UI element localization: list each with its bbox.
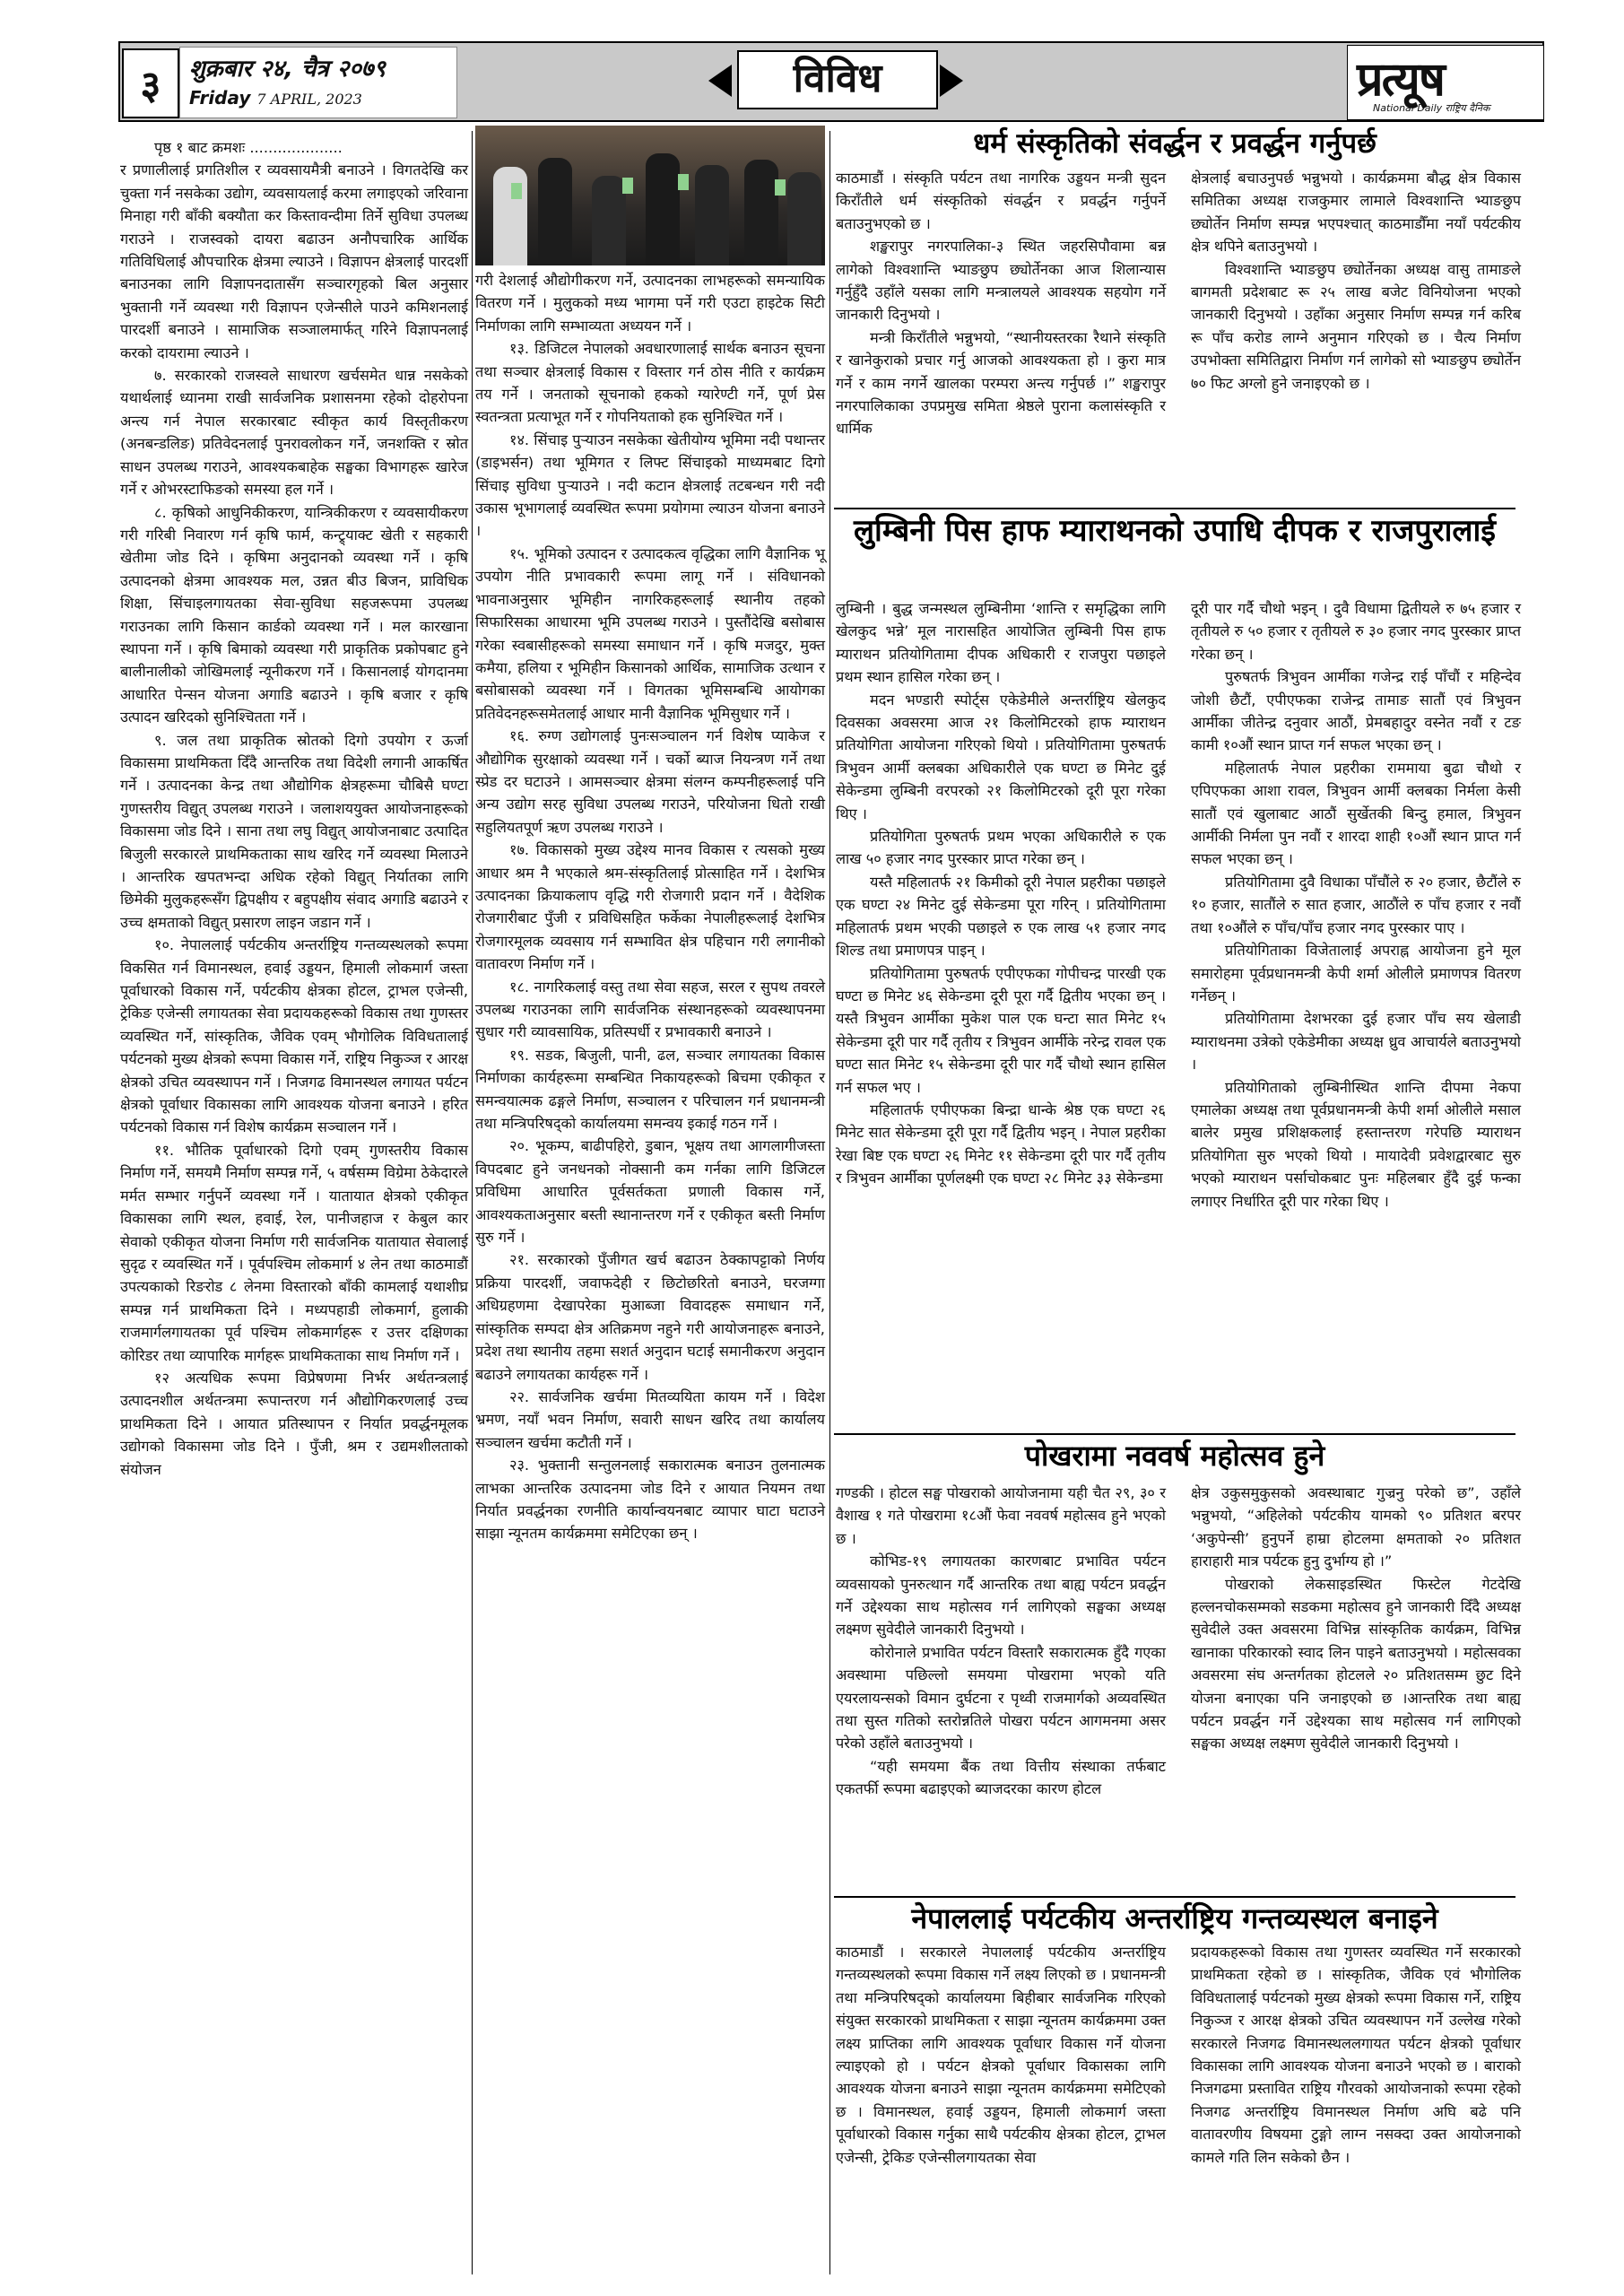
headline-lumbini: लुम्बिनी पिस हाफ म्याराथनको उपाधि दीपक र राजपुरालाई [853,513,1496,549]
article-paragraph: प्रतियोगितामा पुरुषतर्फ एपीएफका गोपीचन्द्र पारखी एक घण्टा छ मिनेट ४६ सेकेन्डमा दूरी पूरा गर्दै द्वितीय भएका छन् । यस्तै त्रिभुवन आर्मीका मुकेश पाल एक घन्टा सात मिनेट १५ सेकेन्डमा दूरी पार गर्दै तृतीय र त्रिभुवन आर्मीके नरेन्द्र रावल एक घण्टा सात मिनेट १५ सेकेन्डमा दूरी पार गर्दै चौथो स्थान हासिल गर्न सफल भए । [836,964,1166,1096]
article-paragraph: महिलातर्फ एपीएफका बिन्द्रा धान्के श्रेष्ठ एक घण्टा २६ मिनेट सात सेकेन्डमा दूरी पूरा गर्दै द्वितीय भइन् । नेपाल प्रहरीका रेखा बिष्ट एक घण्टा २६ मिनेट ११ सेकेन्डमा दूरी पार गर्दै तृतीय र त्रिभुवन आर्मीका पूर्णलक्ष्मी एक घण्टा २८ मिनेट ३३ सेकेन्डमा [836,1100,1166,1187]
photo-figure [695,165,729,265]
article-paragraph: क्षेत्र उकुसमुकुसको अवस्थाबाट गुज्रनु परेको छ”, उहाँले भन्नुभयो, “अहिलेको पर्यटकीय यामको ९० प्रतिशत बरपर ‘अकुपेन्सी’ हुनुपर्ने हाम्रा होटलमा क्षमताको २० प्रतिशत हाराहारी मात्र पर्यटक हुनु दुर्भाग्य हो ।” [1191,1484,1521,1570]
arrow-right-icon [940,65,963,97]
photo-figure [493,167,527,265]
article-paragraph: प्रतियोगितामा देशभरका दुई हजार पाँच सय खेलाडी म्याराथनमा उत्रेको एकेडेमीका अध्यक्ष ध्रुव आचार्यले बताउनुभयो । [1191,1010,1521,1074]
article-paragraph: काठमाडौं । संस्कृति पर्यटन तथा नागरिक उड्डयन मन्त्री सुदन किराँतीले धर्म संस्कृतिको संवर्द्धन र प्रवर्द्धन गर्नुपर्ने बताउनुभएको छ । [836,170,1166,232]
article-divider [834,508,1515,509]
lumbini-column-1 [836,597,1166,1190]
news-photo [475,126,825,265]
article-paragraph: १२ अत्यधिक रूपमा विप्रेषणमा निर्भर अर्थतन्त्रलाई उत्पादनशील अर्थतन्त्रमा रूपान्तरण गर्न औद्योगिकरणलाई उच्च प्राथमिकता दिने । आयात प्रतिस्थापन र निर्यात प्रवर्द्धनमूलक उद्योगको विकासमा जोड दिने । पुँजी, श्रम र उद्यमशीलताको संयोजन [120,1369,468,1478]
article-paragraph: र प्रणालीलाई प्रगतिशील र व्यवसायमैत्री बनाउने । विगतदेखि कर चुक्ता गर्न नसकेका उद्योग, व्यवसायलाई करमा लगाइएको जरिवाना मिनाहा गरी बाँकी बक्यौता कर किस्तावन्दीमा तिर्ने सुविधा उपलब्ध गराउने । राजस्वको दायरा बढाउन अनौपचारिक आर्थिक गतिविधिलाई औपचारिक क्षेत्रमा ल्याउने । विज्ञापन क्षेत्रलाई पारदर्शी बनाउनका लागि विज्ञापनदातासँग सञ्चारगृहको बिल अनुसार भुक्तानी गर्ने व्यवस्था गरी विज्ञापन एजेन्सीले पाउने कमिशनलाई पारदर्शी बनाउने । सामाजिक सञ्जालमार्फत् गरिने विज्ञापनलाई करको दायरामा ल्याउने । [120,161,468,361]
article-paragraph: दूरी पार गर्दै चौथो भइन् । दुवै विधामा द्वितीयले रु ७५ हजार र तृतीयले रु ५० हजार र तृतीयले रु ३० हजार नगद पुरस्कार प्राप्त गरेका छन् । [1191,600,1521,663]
article-paragraph: २१. सरकारको पुँजीगत खर्च बढाउन ठेक्कापट्टाको निर्णय प्रक्रिया पारदर्शी, जवाफदेही र छिटोछरितो बनाउने, घरजग्गा अधिग्रहणमा देखापरेका मुआब्जा विवादहरू समाधान गर्ने, सांस्कृतिक सम्पदा क्षेत्र अतिक्रमण नहुने गरी आयोजनाहरू बनाउने, प्रदेश तथा स्थानीय तहमा सशर्त अनुदान घटाई समानीकरण अनुदान बढाउने लगायतका कार्यहरू गर्ने । [475,1251,825,1383]
article-divider [834,1896,1515,1898]
date-value: 7 APRIL, 2023 [256,91,362,108]
article-paragraph: यस्तै महिलातर्फ २१ किमीको दूरी नेपाल प्रहरीका पछाइले एक घण्टा २४ मिनेट दुई सेकेन्डमा पूरा गरिन् । प्रतियोगितामा महिलातर्फ प्रथम भएकी पछाइले रु एक लाख ५१ हजार नगद शिल्ड तथा प्रमाणपत्र पाइन् । [836,873,1166,960]
pokhara-column-2 [1191,1482,1521,1755]
article-paragraph: मन्त्री किराँतीले भन्नुभयो, “स्थानीयस्तरका रैथाने संस्कृति र खानेकुराको प्रचार गर्नु आजको आवश्यकता हो । कुरा मात्र गर्ने र काम नगर्ने खालका परम्परा अन्त्य गर्नुपर्छ ।” शङ्खरापुर नगरपालिकाका उपप्रमुख समिता श्रेष्ठले पुराना कलासंस्कृति र धार्मिक [836,328,1166,438]
photo-figure [744,160,778,265]
article-paragraph: शङ्खरापुर नगरपालिका-३ स्थित जहरसिपौवामा बन्न लागेको विश्वशान्ति भ्याङछुप छ्योर्तेनका आज शिलान्यास गर्नुहुँदै उहाँले यसका लागि मन्त्रालयले आवश्यक सहयोग गर्ने जानकारी दिनुभयो । [836,238,1166,324]
article-paragraph: महिलातर्फ नेपाल प्रहरीका राममाया बुढा चौथो र एपिएफका आशा रावल, त्रिभुवन आर्मी क्लबका निर्मला केसी सातौं एवं खुलाबाट आठौं सुर्खेतकी बिन्दु हमाल, त्रिभुवन आर्मीकी निर्मला पुन नवौं र शारदा शाही १०औं स्थान प्राप्त गर्न सफल भएका छन् । [1191,759,1521,868]
dharma-column-1 [836,167,1166,440]
article-paragraph: १५. भूमिको उत्पादन र उत्पादकत्व वृद्धिका लागि वैज्ञानिक भू उपयोग नीति प्रभावकारी रूपमा लागू गर्ने । संविधानको भावनाअनुसार भूमिहीन नागरिकहरूलाई स्थानीय तहको सिफारिसका आधारमा भूमि उपलब्ध गराउने । पुस्तौंदेखि बसोबास गरेका स्वबासीहरूको समस्या समाधान गर्ने । कृषि मजदुर, मुक्त कमैया, हलिया र भूमिहीन किसानको आर्थिक, सामाजिक उत्थान र बसोबासको व्यवस्था गर्ने । विगतका भूमिसम्बन्धि आयोगका प्रतिवेदनहरूसमेतलाई आधार मानी वैज्ञानिक भूमिसुधार गर्ने । [475,544,825,722]
dharma-column-2 [1191,167,1521,395]
date-day: Friday [189,87,251,109]
logo-subtitle: National Daily राष्ट्रिय दैनिक [1373,102,1490,114]
photo-figure [592,176,626,265]
nepal-column-2 [1191,1941,1521,2169]
article-paragraph: ११. भौतिक पूर्वाधारको दिगो एवम् गुणस्तरीय विकास निर्माण गर्ने, समयमै निर्माण सम्पन्न गर्ने, ५ वर्षसम्म विग्रेमा ठेकेदारले मर्मत सम्भार गर्नुपर्ने व्यवस्था गर्ने । यातायात क्षेत्रको एकीकृत विकासका लागि स्थल, हवाई, रेल, पानीजहाज र केबुल कार सेवाको एकीकृत योजना निर्माण गरी सार्वजनिक यातायात सेवालाई सुदृढ र व्यवस्थित गर्ने । पूर्वपश्चिम लोकमार्ग ४ लेन तथा काठमाडौं उपत्यकाको रिङरोड ८ लेनमा विस्तारको बाँकी कामलाई यथाशीघ्र सम्पन्न गर्न प्राथमिकता दिने । मध्यपहाडी लोकमार्ग, हुलाकी राजमार्गलगायतका पूर्व पश्चिम लोकमार्गहरू र उत्तर दक्षिणका कोरिडर तथा व्यापारिक मार्गहरू प्राथमिकताका साथ निर्माण गर्ने । [120,1141,468,1364]
photo-paper [678,174,689,190]
article-paragraph: गण्डकी । होटल सङ्घ पोखराको आयोजनामा यही चैत २९, ३० र वैशाख १ गते पोखरामा १८औं फेवा नववर्ष महोत्सव हुने भएको छ । [836,1484,1166,1547]
article-paragraph: पुरुषतर्फ त्रिभुवन आर्मीका गजेन्द्र राई पाँचौं र महिन्देव जोशी छैटौं, एपीएफका राजेन्द्र तामाङ सातौं एवं त्रिभुवन आर्मीका जीतेन्द्र दनुवार आठौं, प्रेमबहादुर वस्नेत नवौं र टङ कामी १०औं स्थान प्राप्त गर्न सफल भएका छन् । [1191,668,1521,754]
article-paragraph: प्रतियोगिता पुरुषतर्फ प्रथम भएका अधिकारीले रु एक लाख ५० हजार नगद पुरस्कार प्राप्त गरेका छन् । [836,828,1166,868]
article-paragraph: प्रतियोगिताको लुम्बिनीस्थित शान्ति दीपमा नेकपा एमालेका अध्यक्ष तथा पूर्वप्रधानमन्त्री केपी शर्मा ओलीले मसाल बालेर प्रमुख प्रशिक्षकलाई हस्तान्तरण गरेपछि म्याराथन प्रतियोगिता सुरु भएको थियो । मायादेवी प्रवेशद्वारबाट सुरु भएको म्याराथन पर्साचोकबाट पुनः महिलबार हुँदै दुई फन्का लगाएर निर्धारित दूरी पार गरेका थिए । [1191,1078,1521,1210]
article-paragraph: २२. सार्वजनिक खर्चमा मितव्ययिता कायम गर्ने । विदेश भ्रमण, नयाँ भवन निर्माण, सवारी साधन खरिद तथा कार्यालय सञ्चालन खर्चमा कटौती गर्ने । [475,1387,825,1451]
article-paragraph: प्रतियोगिताका विजेतालाई अपराह्न आयोजना हुने मूल समारोहमा पूर्वप्रधानमन्त्री केपी शर्मा ओलीले प्रमाणपत्र वितरण गर्नेछन् । [1191,942,1521,1004]
section-title: विविध [737,50,938,109]
article-paragraph: २०. भूकम्प, बाढीपहिरो, डुबान, भूक्षय तथा आगलागीजस्ता विपदबाट हुने जनधनको नोक्सानी कम गर्नका लागि डिजिटल प्रविधिमा आधारित पूर्वसर्तकता प्रणाली विकास गर्ने, आवश्यकताअनुसार बस्ती स्थानान्तरण गर्ने र एकीकृत बस्ती निर्माण सुरु गर्ने । [475,1137,825,1247]
page-number: ३ [122,48,179,118]
date-english [189,87,362,109]
photo-figure [787,172,821,265]
article-paragraph: गरी देशलाई औद्योगीकरण गर्ने, उत्पादनका लाभहरूको समन्यायिक वितरण गर्ने । मुलुकको मध्य भागमा पर्ने गरी एउटा हाइटेक सिटी निर्माणका लागि सम्भाव्यता अध्ययन गर्ने । [475,272,825,335]
article-paragraph: १८. नागरिकलाई वस्तु तथा सेवा सहज, सरल र सुपथ तवरले उपलब्ध गराउनका लागि सार्वजनिक संस्थानहरूको व्यवस्थापनमा सुधार गरी व्यावसायिक, प्रतिस्पर्धी र प्रभावकारी बनाउने । [475,978,825,1041]
headline-nepal-tourism: नेपाललाई पर्यटकीय अन्तर्राष्ट्रिय गन्तव्यस्थल बनाइने [911,1901,1438,1935]
article-paragraph: ९. जल तथा प्राकृतिक स्रोतको दिगो उपयोग र ऊर्जा विकासमा प्राथमिकता दिँदै आन्तरिक तथा विदेशी लगानी आकर्षित गर्ने । उत्पादनका केन्द्र तथा औद्योगिक क्षेत्रहरूमा चौबिसै घण्टा गुणस्तरीय विद्युत् उपलब्ध गराउने । जलाशययुक्त आयोजनाहरूको विकासमा जोड दिने । साना तथा लघु विद्युत् आयोजनाबाट उत्पादित बिजुली सरकारले प्राथमिकताका साथ खरिद गर्ने व्यवस्था मिलाउने । आन्तरिक खपतभन्दा अधिक रहेको विद्युत् निर्यातका लागि छिमेकी मुलुकहरूसँग द्विपक्षीय र बहुपक्षीय संवाद अगाडि बढाउने र उच्च क्षमताको विद्युत् प्रसारण लाइन जडान गर्ने । [120,731,468,931]
article-paragraph: पृष्ठ १ बाट क्रमशः .................... [154,139,343,156]
article-paragraph: १३. डिजिटल नेपालको अवधारणालाई सार्थक बनाउन सूचना तथा सञ्चार क्षेत्रलाई विकास र विस्तार गर्न ठोस नीति र कार्यक्रम तय गर्ने । जनताको सूचनाको हकको ग्यारेण्टी गर्ने, पूर्ण प्रेस स्वतन्त्रता प्रत्याभूत गर्ने र गोपनियताको हक सुनिश्चित गर्ने । [475,340,825,426]
article-paragraph: प्रदायकहरूको विकास तथा गुणस्तर व्यवस्थित गर्ने सरकारको प्राथमिकता रहेको छ । सांस्कृतिक, जैविक एवं भौगोलिक विविधतालाई पर्यटनको मुख्य क्षेत्रको रूपमा विकास गर्ने, राष्ट्रिय निकुञ्ज र आरक्ष क्षेत्रको उचित व्यवस्थापन गर्ने उल्लेख गरेको सरकारले निजगढ विमानस्थललगायत पर्यटन क्षेत्रको पूर्वाधार विकासका लागि आवश्यक योजना बनाउने भएको छ । बाराको निजगढमा प्रस्तावित राष्ट्रिय गौरवको आयोजनाको रूपमा रहेको निजगढ अन्तर्राष्ट्रिय विमानस्थल निर्माण अघि बढे पनि वातावरणीय विषयमा टुङ्गो लाग्न नसक्दा उक्त आयोजनाको कामले गति लिन सकेको छैन । [1191,1944,1521,2166]
headline-pokhara: पोखरामा नववर्ष महोत्सव हुने [1024,1439,1325,1473]
section-label [701,45,970,117]
masthead [118,41,1544,122]
article-paragraph: पोखराको लेकसाइडस्थित फिस्टेल गेटदेखि हल्लनचोकसम्मको सडकमा महोत्सव हुने जानकारी दिँदै अध्यक्ष सुवेदीले उक्त अवसरमा विभिन्न सांस्कृतिक कार्यक्रम, विभिन्न खानाका परिकारको स्वाद लिन पाइने बताउनुभयो । महोत्सवका अवसरमा संघ अन्तर्गतका होटलले २० प्रतिशतसम्म छुट दिने योजना बनाएका पनि जनाइएको छ ।आन्तरिक तथा बाह्य पर्यटन प्रवर्द्धन गर्ने उद्देश्यका साथ महोत्सव गर्न लागिएको सङ्घका अध्यक्ष लक्ष्मण सुवेदीले जानकारी दिनुभयो । [1191,1575,1521,1752]
article-column-2 [475,269,825,1545]
newspaper-logo [1347,45,1544,120]
article-paragraph: “यही समयमा बैंक तथा वित्तीय संस्थाका तर्फबाट एकतर्फी रूपमा बढाइएको ब्याजदरका कारण होटल [836,1757,1166,1798]
article-paragraph: १०. नेपाललाई पर्यटकीय अन्तर्राष्ट्रिय गन्तव्यस्थलको रूपमा विकसित गर्न विमानस्थल, हवाई उड्डयन, हिमाली लोकमार्ग जस्ता पूर्वाधारको विकास गर्ने, पर्यटकीय क्षेत्रका होटल, ट्राभल एजेन्सी, ट्रेकिङ एजेन्सी लगायतका सेवा प्रदायकहरूको विकास तथा गुणस्तर व्यवस्थित गर्ने, सांस्कृतिक, जैविक एवम् भौगोलिक विविधतालाई पर्यटनको मुख्य क्षेत्रको रूपमा विकास गर्ने, राष्ट्रिय निकुञ्ज र आरक्ष क्षेत्रको उचित व्यवस्थापन गर्ने । निजगढ विमानस्थल लगायत पर्यटन क्षेत्रको पूर्वाधार विकासका लागि आवश्यक योजना बनाउने । हरित पर्यटनको विकास गर्न विशेष कार्यक्रम सञ्चालन गर्ने । [120,936,468,1136]
headline-dharma: धर्म संस्कृतिको संवर्द्धन र प्रवर्द्धन गर्नुपर्छ [973,127,1376,160]
article-paragraph: विश्वशान्ति भ्याङछुप छ्योर्तेनका अध्यक्ष वासु तामाङले बागमती प्रदेशबाट रू २५ लाख बजेट विनियोजना भएको जानकारी दिनुभयो । उहाँका अनुसार निर्माण सम्पन्न गर्न करिब रू पाँच करोड लाग्ने अनुमान गरिएको छ । चैत्य निर्माण उपभोक्ता समितिद्वारा निर्माण गर्न लागेको सो भ्याङछुप छ्योर्तेन ७० फिट अग्लो हुने जनाइएको छ । [1191,260,1521,392]
article-paragraph: प्रतियोगितामा दुवै विधाका पाँचौंले रु २० हजार, छैटौंले रु १० हजार, सातौंले रु सात हजार, आठौंले रु पाँच हजार र नवौं तथा १०औंले रु पाँच/पाँच हजार नगद पुरस्कार पाए । [1191,873,1521,936]
article-divider [834,1433,1515,1435]
article-paragraph: १४. सिंचाइ पुऱ्याउन नसकेका खेतीयोग्य भूमिमा नदी पथान्तर (डाइभर्सन) तथा भूमिगत र लिफ्ट सिंचाइको माध्यमबाट दिगो सिंचाइ सुविधा पुऱ्याउने । नदी कटान क्षेत्रलाई तटबन्धन गरी नदी उकास भूभागलाई व्यवस्थित रूपमा प्रयोगमा ल्याउन योजना बनाउने । [475,430,825,540]
pokhara-column-1 [836,1482,1166,1801]
article-column-1 [120,136,468,1481]
date-nepali: शुक्रबार २४, चैत्र २०७९ [189,56,386,83]
article-paragraph: क्षेत्रलाई बचाउनुपर्छ भन्नुभयो । कार्यक्रममा बौद्ध क्षेत्र विकास समितिका अध्यक्ष राजकुमार लामाले विश्वशान्ति भ्याङछुप छ्योर्तेन निर्माण सम्पन्न भएपश्चात् काठमाडौँमा नयाँ पर्यटकीय क्षेत्र थपिने बताउनुभयो । [1191,170,1521,256]
article-paragraph: ८. कृषिको आधुनिकीकरण, यान्त्रिकीकरण र व्यवसायीकरण गरी गरिबी निवारण गर्न कृषि फार्म, कन्ट्र्याक्ट खेती र सहकारी खेतीमा जोड दिने । कृषिमा अनुदानको व्यवस्था गर्ने । कृषि उत्पादनको क्षेत्रमा आवश्यक मल, उन्नत बीउ बिजन, प्राविधिक शिक्षा, सिंचाइलगायतका सेवा-सुविधा सहजरूपमा उपलब्ध गराउनका लागि किसान कार्डको व्यवस्था गर्ने । मल कारखाना स्थापना गर्ने । कृषि बिमाको व्यवस्था गरी प्राकृतिक प्रकोपबाट हुने बालीनालीको जोखिमलाई न्यूनीकरण गर्ने । किसानलाई योगदानमा आधारित पेन्सन योजना अगाडि बढाउने । कृषि बजार र कृषि उत्पादन खरिदको सुनिश्चितता गर्ने । [120,503,468,726]
article-paragraph: १९. सडक, बिजुली, पानी, ढल, सञ्चार लगायतका विकास निर्माणका कार्यहरूमा सम्बन्धित निकायहरूको बिचमा एकीकृत र समन्वयात्मक ढङ्गले निर्माण, सञ्चालन र परिचालन गर्न प्रधानमन्त्री तथा मन्त्रिपरिषद्को कार्यालयमा समन्वय इकाई गठन गर्ने । [475,1046,825,1133]
photo-paper [511,183,522,199]
lumbini-column-2 [1191,597,1521,1213]
article-paragraph: कोभिड-१९ लगायतका कारणबाट प्रभावित पर्यटन व्यवसायको पुनरुत्थान गर्दै आन्तरिक तथा बाह्य पर्यटन प्रवर्द्धन गर्ने उद्देश्यका साथ महोत्सव गर्न लागिएको सङ्घका अध्यक्ष लक्ष्मण सुवेदीले जानकारी दिनुभयो । [836,1552,1166,1639]
article-paragraph: ७. सरकारको राजस्वले साधारण खर्चसमेत धान्न नसकेको यथार्थलाई ध्यानमा राखी सार्वजनिक प्रशासनमा रहेको दोहरोपना अन्त्य गर्न नेपाल सरकारबाट स्वीकृत कार्य विस्तृतीकरण (अनबन्डलिङ) प्रतिवेदनलाई पुनरावलोकन गर्ने, जनशक्ति र स्रोत साधन उपलब्ध गराउने, आवश्यकबाहेक सङ्घका विभागहरू खारेज गर्ने र ओभरस्टाफिङको समस्या हल गर्ने । [120,367,468,499]
photo-paper [775,179,786,196]
article-paragraph: काठमाडौं । सरकारले नेपाललाई पर्यटकीय अन्तर्राष्ट्रिय गन्तव्यस्थलको रूपमा विकास गर्ने लक्ष्य लिएको छ । प्रधानमन्त्री तथा मन्त्रिपरिषद्को कार्यालयमा बिहीबार सार्वजनिक गरिएको संयुक्त सरकारको प्राथमिकता र साझा न्यूनतम कार्यक्रममा उक्त लक्ष्य प्राप्तिका लागि आवश्यक पूर्वाधार विकास गर्ने योजना ल्याइएको हो । पर्यटन क्षेत्रको पूर्वाधार विकासका लागि आवश्यक योजना बनाउने साझा न्यूनतम कार्यक्रममा समेटिएको छ । विमानस्थल, हवाई उड्डयन, हिमाली लोकमार्ग जस्ता पूर्वाधारको विकास गर्नुका साथै पर्यटकीय क्षेत्रका होटल, ट्राभल एजेन्सी, ट्रेकिङ एजेन्सीलगायतका सेवा [836,1944,1166,2166]
article-paragraph: १७. विकासको मुख्य उद्देश्य मानव विकास र त्यसको मुख्य आधार श्रम नै भएकाले श्रम-संस्कृतिलाई प्रोत्साहित गर्ने । देशभित्र उत्पादनका क्रियाकलाप वृद्धि गरी रोजगारी प्रदान गर्ने । वैदेशिक रोजगारीबाट पुँजी र प्रविधिसहित फर्केका नेपालीहरूलाई देशभित्र रोजगारमूलक व्यवसाय गर्न सम्भावित क्षेत्र पहिचान गरी लगानीको वातावरण निर्माण गर्ने । [475,841,825,973]
article-paragraph: कोरोनाले प्रभावित पर्यटन विस्तारै सकारात्मक हुँदै गएका अवस्थामा पछिल्लो समयमा पोखरामा भएको यति एयरलायन्सको विमान दुर्घटना र पृथ्वी राजमार्गको अव्यवस्थित तथा सुस्त गतिको स्तरोन्नतिले पोखरा पर्यटन आगमनमा असर परेको उहाँले बताउनुभयो । [836,1643,1166,1752]
photo-paper [622,178,633,194]
logo-title: प्रत्यूष [1357,52,1444,107]
date-box [179,47,457,118]
arrow-left-icon [708,65,732,97]
photo-figure [538,158,572,265]
article-paragraph: लुम्बिनी । बुद्ध जन्मस्थल लुम्बिनीमा ‘शान्ति र समृद्धिका लागि खेलकुद भन्ने’ मूल नारासहित आयोजित लुम्बिनी पिस हाफ म्याराथन प्रतियोगितामा दीपक अधिकारी र राजपुरा पछाइले प्रथम स्थान हासिल गरेका छन् । [836,600,1166,686]
column-divider [472,131,473,2274]
column-divider [829,131,830,2274]
photo-figure [646,153,680,265]
article-paragraph: मदन भण्डारी स्पोर्ट्स एकेडेमीले अन्तर्राष्ट्रिय खेलकुद दिवसका अवसरमा आज २१ किलोमिटरको हाफ म्याराथन प्रतियोगिता आयोजना गरिएको थियो । प्रतियोगितामा पुरुषतर्फ त्रिभुवन आर्मी क्लबका अधिकारीले एक घण्टा छ मिनेट दुई सेकेन्डमा लुम्बिनी वरपरको २१ किलोमिटरको दूरी पूरा गरेका थिए । [836,691,1166,822]
article-paragraph: १६. रुग्ण उद्योगलाई पुनःसञ्चालन गर्न विशेष प्याकेज र औद्योगिक सुरक्षाको व्यवस्था गर्ने । चर्को ब्याज नियन्त्रण गर्ने तथा स्प्रेड दर घटाउने । आमसञ्चार क्षेत्रमा संलग्न कम्पनीहरूलाई पनि अन्य उद्योग सरह सुविधा उपलब्ध गराउने, परियोजना धितो राखी सहुलियतपूर्ण ऋण उपलब्ध गराउने । [475,727,825,836]
article-paragraph: २३. भुक्तानी सन्तुलनलाई सकारात्मक बनाउन तुलनात्मक लाभका आन्तरिक उत्पादनमा जोड दिने र आयात नियमन तथा निर्यात प्रवर्द्धनका रणनीति कार्यान्वयनबाट व्यापार घाटा घटाउने साझा न्यूनतम कार्यक्रममा समेटिएका छन् । [475,1457,825,1543]
nepal-column-1 [836,1941,1166,2169]
